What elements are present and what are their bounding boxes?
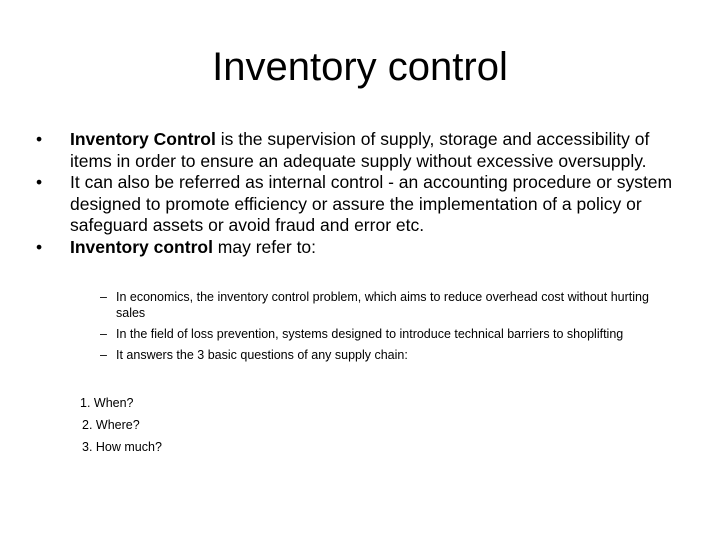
question-list bbox=[80, 395, 162, 461]
question-item-when: 1. When? bbox=[80, 396, 134, 410]
bullet-text: It can also be referred as internal control - an accounting procedure or system designed to promote efficiency or assure the implementation of a policy or safeguard assets or avoid fraud and error etc. bbox=[70, 172, 673, 235]
bullet-bold-text: Inventory Control bbox=[70, 129, 216, 149]
question-item-where: 2. Where? bbox=[82, 418, 140, 432]
dash-marker: – bbox=[100, 290, 107, 304]
sub-bullet-item bbox=[100, 289, 660, 321]
bullet-marker: • bbox=[36, 129, 43, 149]
bullet-item bbox=[36, 237, 696, 259]
sub-bullet-item bbox=[100, 326, 660, 342]
bullet-text: may refer to: bbox=[212, 236, 317, 257]
bullet-marker: • bbox=[36, 236, 43, 257]
bullet-bold-text: Inventory control bbox=[70, 236, 213, 257]
sub-bullet-item bbox=[100, 347, 660, 363]
bullet-item bbox=[36, 172, 696, 237]
bullet-marker: • bbox=[36, 172, 43, 192]
dash-marker: – bbox=[100, 348, 107, 362]
sub-bullet-list bbox=[100, 289, 660, 368]
sub-bullet-text: In the field of loss prevention, systems designed to introduce technical barriers to shoplifting bbox=[116, 327, 624, 341]
bullet-list bbox=[36, 129, 696, 258]
sub-bullet-text: In economics, the inventory control problem, which aims to reduce overhead cost without hurting sales bbox=[116, 290, 649, 320]
bullet-item bbox=[36, 129, 696, 172]
bullet-text: is the supervision of supply, storage and accessibility of items in order to ensure an adequate supply without excessive oversupply. bbox=[70, 129, 650, 171]
question-item-how-much: 3. How much? bbox=[82, 440, 162, 454]
dash-marker: – bbox=[100, 327, 107, 341]
sub-bullet-text: It answers the 3 basic questions of any supply chain: bbox=[116, 348, 408, 362]
slide-title: Inventory control bbox=[212, 45, 508, 89]
